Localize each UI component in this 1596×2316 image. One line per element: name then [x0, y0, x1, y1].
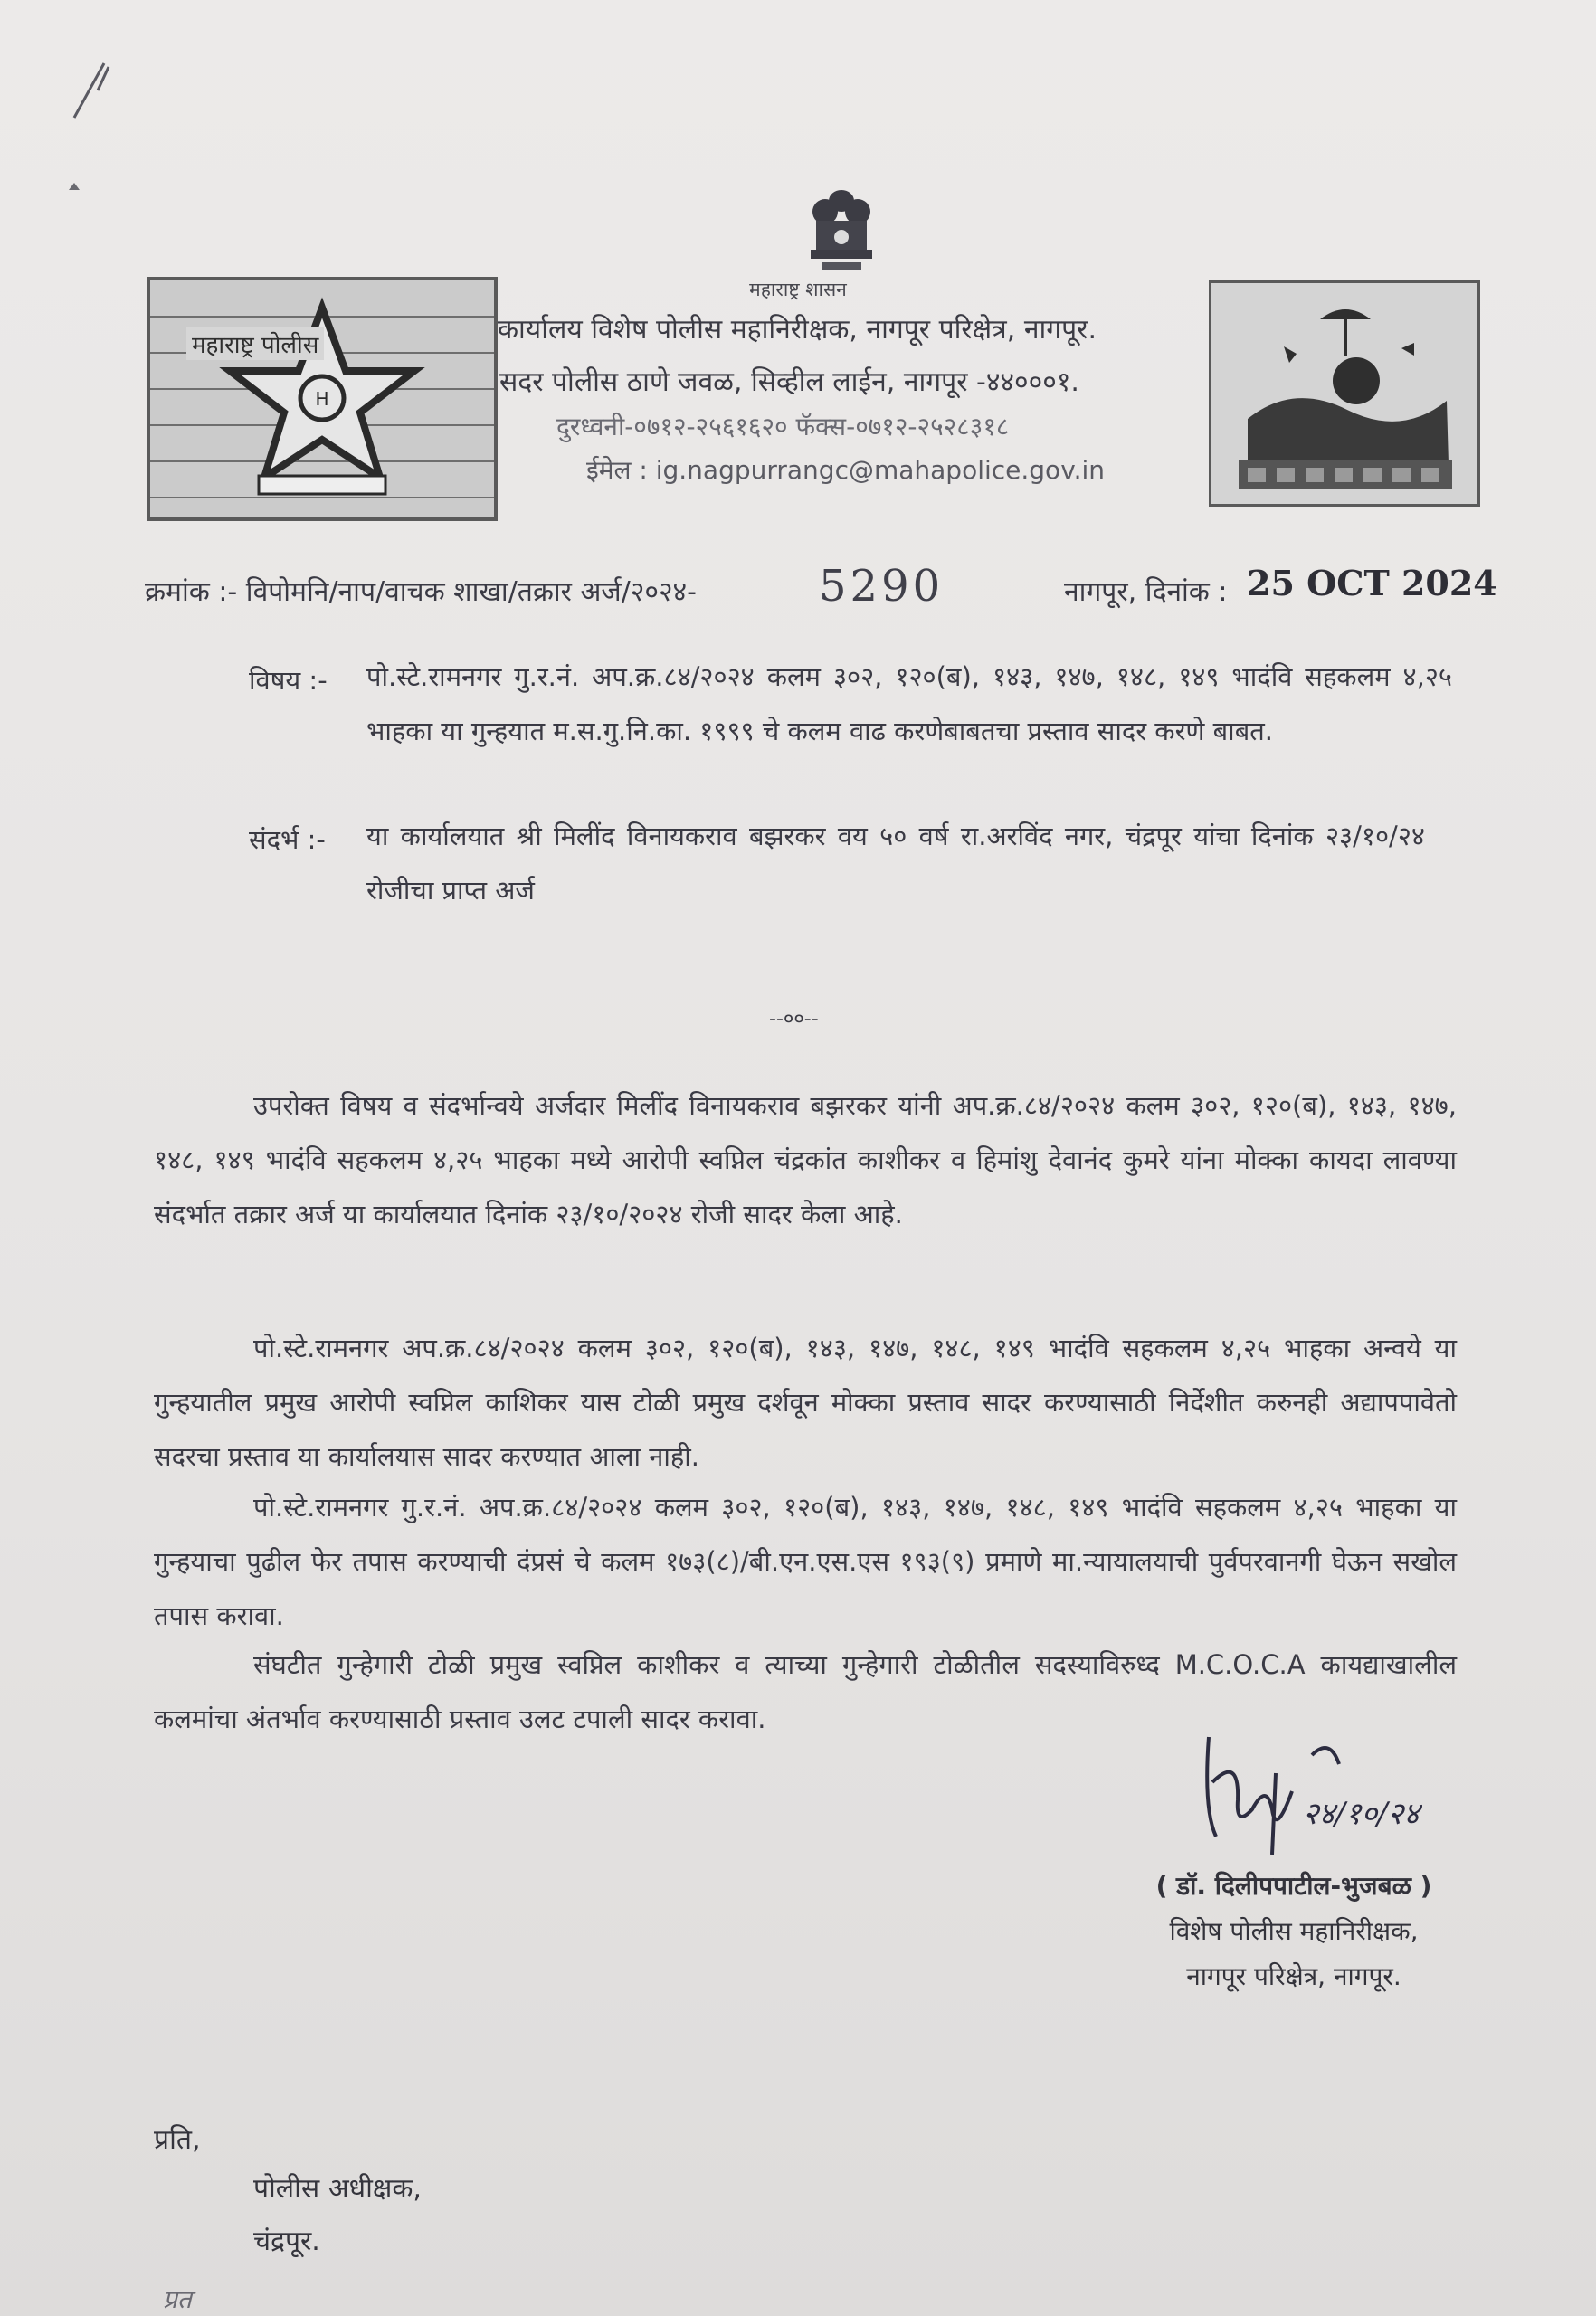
footer-scrawl: प्रत	[163, 2284, 192, 2314]
police-star-icon	[150, 280, 494, 517]
body-paragraph-2: पो.स्टे.रामनगर अप.क्र.८४/२०२४ कलम ३०२, १२०(ब), १४३, १४७, १४८, १४९ भादंवि सहकलम ४,२५ भाहका अन्वये या गुन्हयातील प्रमुख आरोपी स्वप्निल काशिकर यास टोळी प्रमुख दर्शवून मोक्का प्रस्ताव सादर करण्यासाठी निर्देशीत करुनही अद्यापपावेतो सदरचा प्रस्ताव या कार्यालयास सादर करण्यात आला नाही.	[154, 1333, 1457, 1472]
logo-text: महाराष्ट्र पोलीस	[186, 327, 324, 360]
recipient-city: चंद्रपूर.	[253, 2226, 320, 2257]
reference-handwritten-number: 5290	[819, 561, 945, 612]
recipient-label: प्रति,	[154, 2124, 201, 2156]
vigilance-emblem-icon	[1211, 283, 1477, 504]
signature-block	[1086, 1864, 1502, 1999]
date-stamp: 25 OCT 2024	[1247, 563, 1497, 603]
right-logo	[1209, 280, 1480, 507]
signatory-name: ( डॉ. दिलीपपाटील-भुजबळ )	[1155, 1871, 1432, 1901]
office-name: कार्यालय विशेष पोलीस महानिरीक्षक, नागपूर परिक्षेत्र, नागपूर.	[498, 314, 1097, 346]
police-logo	[147, 277, 498, 521]
svg-text:H: H	[315, 388, 329, 410]
date-label: नागपूर, दिनांक :	[1064, 576, 1228, 608]
reference-label: संदर्भ :-	[249, 824, 326, 855]
signature-date: २४/१०/२४	[1303, 1796, 1420, 1832]
separator: --००--	[769, 1008, 819, 1030]
recipient-officer: पोलीस अधीक्षक,	[253, 2173, 422, 2205]
office-address: सदर पोलीस ठाणे जवळ, सिव्हील लाईन, नागपूर -४४०००१.	[499, 366, 1079, 398]
pen-mark-icon	[54, 54, 127, 199]
body-paragraph-4: संघटीत गुन्हेगारी टोळी प्रमुख स्वप्निल काशीकर व त्याच्या गुन्हेगारी टोळीतील सदस्याविरुध्द M.C.O.C.A कायद्याखालील कलमांचा अंतर्भाव करण्यासाठी प्रस्ताव उलट टपाली सादर करावा.	[154, 1649, 1457, 1734]
signatory-place: नागपूर परिक्षेत्र, नागपूर.	[1186, 1961, 1401, 1991]
signatory-designation: विशेष पोलीस महानिरीक्षक,	[1169, 1916, 1419, 1946]
office-email: ईमेल : ig.nagpurrangc@mahapolice.gov.in	[586, 455, 1106, 485]
office-phone: दुरध्वनी-०७१२-२५६१६२० फॅक्स-०७१२-२५२८३१८	[556, 412, 1010, 441]
reference-text: या कार्यालयात श्री मिलींद विनायकराव बझरकर वय ५० वर्ष रा.अरविंद नगर, चंद्रपूर यांचा दिनांक २३/१०/२४ रोजीचा प्राप्त अर्ज	[366, 821, 1425, 906]
govt-title: महाराष्ट्र शासन	[749, 279, 847, 300]
subject-label: विषय :-	[249, 665, 328, 696]
reference-number: क्रमांक :- विपोमनि/नाप/वाचक शाखा/तक्रार अर्ज/२०२४-	[145, 576, 697, 608]
national-emblem-icon	[787, 181, 896, 290]
body-paragraph-1: उपरोक्त विषय व संदर्भान्वये अर्जदार मिलींद विनायकराव बझरकर यांनी अप.क्र.८४/२०२४ कलम ३०२, १२०(ब), १४३, १४७, १४८, १४९ भादंवि सहकलम ४,२५ भाहका मध्ये आरोपी स्वप्निल चंद्रकांत काशीकर व हिमांशु देवानंद कुमरे यांना मोक्का कायदा लावण्या संदर्भात तक्रार अर्ज या कार्यालयात दिनांक २३/१०/२०२४ रोजी सादर केला आहे.	[154, 1090, 1457, 1229]
body-paragraph-3: पो.स्टे.रामनगर गु.र.नं. अप.क्र.८४/२०२४ कलम ३०२, १२०(ब), १४३, १४७, १४८, १४९ भादंवि सहकलम ४,२५ भाहका या गुन्हयाचा पुढील फेर तपास करण्याची दंप्रसं चे कलम १७३(८)/बी.एन.एस.एस १९३(९) प्रमाणे मा.न्यायालयाची पुर्वपरवानगी घेऊन सखोल तपास करावा.	[154, 1492, 1457, 1631]
subject-text: पो.स्टे.रामनगर गु.र.नं. अप.क्र.८४/२०२४ कलम ३०२, १२०(ब), १४३, १४७, १४८, १४९ भादंवि सहकलम ४,२५ भाहका या गुन्हयात म.स.गु.नि.का. १९९९ चे कलम वाढ करणेबाबतचा प्रस्ताव सादर करणे बाबत.	[366, 661, 1452, 746]
